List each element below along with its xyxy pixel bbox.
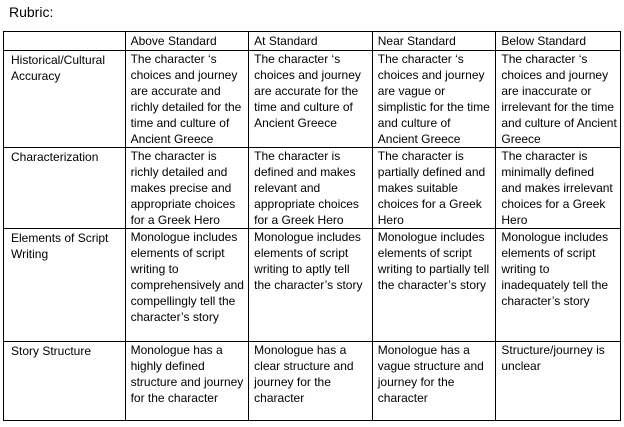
table-cell: The character ‘s choices and journey are accurate for the time and culture of Ancient Greece	[249, 51, 373, 148]
table-cell: The character is richly detailed and makes precise and appropriate choices for a Greek Hero	[125, 148, 249, 229]
header-at-standard: At Standard	[249, 32, 373, 51]
table-row	[4, 229, 621, 342]
table-cell: Monologue has a clear structure and journey for the character	[249, 342, 373, 421]
header-near-standard: Near Standard	[372, 32, 496, 51]
table-cell: The character ‘s choices and journey are accurate and richly detailed for the time and culture of Ancient Greece	[125, 51, 249, 148]
table-cell: The character ‘s choices and journey are vague or simplistic for the time and culture of Ancient Greece	[372, 51, 496, 148]
header-criterion	[4, 32, 126, 51]
table-cell: Monologue includes elements of script writing to comprehensively and compellingly tell the character’s story	[125, 229, 249, 342]
table-cell: Monologue has a vague structure and journey for the character	[372, 342, 496, 421]
rubric-table	[3, 31, 621, 421]
table-cell: The character is defined and makes relevant and appropriate choices for a Greek Hero	[249, 148, 373, 229]
criterion-label: Historical/Cultural Accuracy	[4, 51, 126, 148]
table-row	[4, 342, 621, 421]
table-cell: Monologue includes elements of script writing to inadequately tell the character’s story	[496, 229, 621, 342]
table-cell: The character ‘s choices and journey are inaccurate or irrelevant for the time and culture of Ancient Greece	[496, 51, 621, 148]
header-above-standard: Above Standard	[125, 32, 249, 51]
table-cell: The character is partially defined and makes suitable choices for a Greek Hero	[372, 148, 496, 229]
table-row	[4, 148, 621, 229]
header-row	[4, 32, 621, 51]
criterion-label: Characterization	[4, 148, 126, 229]
table-cell: Structure/journey is unclear	[496, 342, 621, 421]
rubric-title: Rubric:	[9, 4, 54, 20]
table-cell: Monologue includes elements of script writing to aptly tell the character’s story	[249, 229, 373, 342]
table-cell: The character is minimally defined and makes irrelevant choices for a Greek Hero	[496, 148, 621, 229]
table-cell: Monologue includes elements of script writing to partially tell the character’s story	[372, 229, 496, 342]
table-row	[4, 51, 621, 148]
criterion-label: Elements of Script Writing	[4, 229, 126, 342]
header-below-standard: Below Standard	[496, 32, 621, 51]
table-cell: Monologue has a highly defined structure and journey for the character	[125, 342, 249, 421]
criterion-label: Story Structure	[4, 342, 126, 421]
